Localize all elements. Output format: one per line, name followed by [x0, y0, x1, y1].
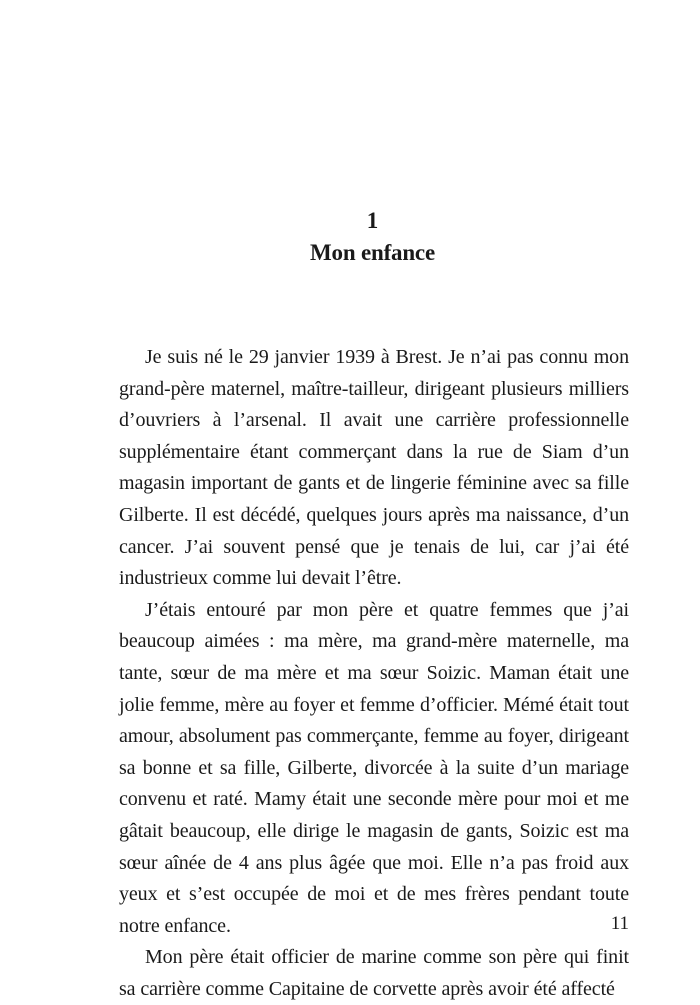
paragraph: Mon père était officier de marine comme son père qui finit sa carrière comme Capitaine de corvette après avoir été affecté — [119, 946, 629, 1000]
chapter-number: 1 — [366, 208, 379, 233]
chapter-body — [119, 342, 629, 1005]
page-number: 11 — [610, 913, 629, 934]
chapter-title: Mon enfance — [310, 240, 435, 265]
paragraph: Je suis né le 29 janvier 1939 à Brest. Je n’ai pas connu mon grand-père maternel, maître-tailleur, dirigeant plusieurs milliers d’ouvriers à l’arsenal. Il avait une carrière professionnelle supplémentaire étant commerçant dans la rue de Siam d’un magasin important de gants et de lingerie féminine avec sa fille Gilberte. Il est décédé, quelques jours après ma naissance, d’un cancer. J’ai souvent pensé que je tenais de lui, car j’ai été industrieux comme lui devait l’être. — [119, 346, 629, 590]
paragraph: J’étais entouré par mon père et quatre femmes que j’ai beaucoup aimées : ma mère, ma grand-mère maternelle, ma tante, sœur de ma mère et ma sœur Soizic. Maman était une jolie femme, mère au foyer et femme d’officier. Mémé était tout amour, absolument pas commerçante, femme au foyer, dirigeant sa bonne et sa fille, Gilberte, divorcée à la suite d’un mariage convenu et raté. Mamy était une seconde mère pour moi et me gâtait beaucoup, elle dirige le magasin de gants, Soizic est ma sœur aînée de 4 ans plus âgée que moi. Elle n’a pas froid aux yeux et s’est occupée de moi et de mes frères pendant toute notre enfance. — [119, 598, 629, 937]
